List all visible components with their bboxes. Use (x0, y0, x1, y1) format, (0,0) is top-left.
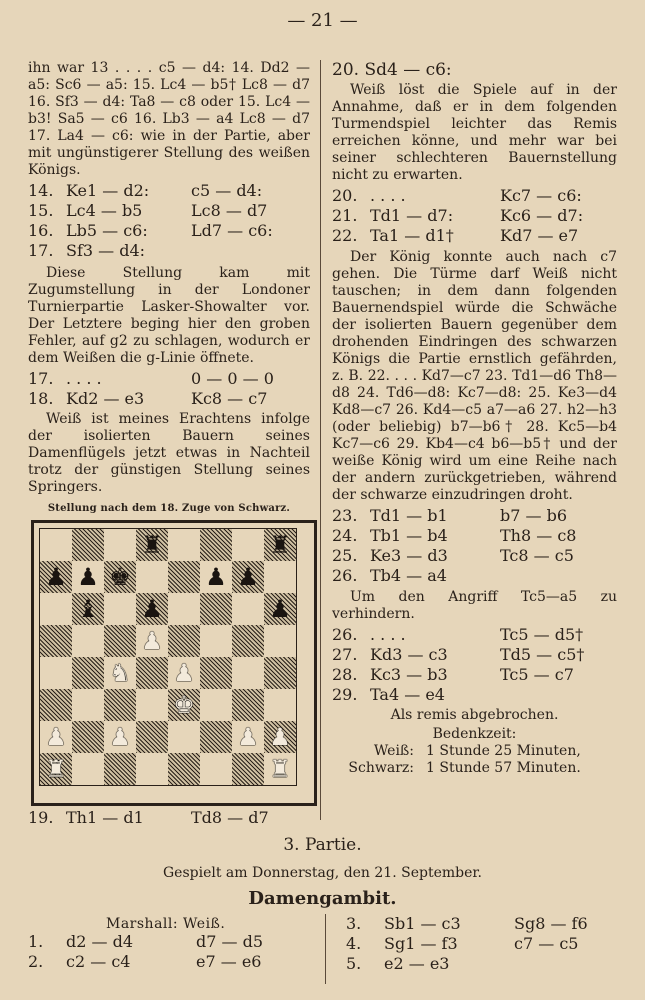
move-row (332, 665, 617, 685)
move-row (28, 952, 318, 972)
black-rook-icon: ♜ (269, 531, 291, 559)
white-pawn-icon: ♟ (237, 723, 259, 751)
move-number: 15. (28, 201, 54, 220)
black-move: e7 — e6 (196, 952, 262, 971)
time-value: 1 Stunde 57 Minuten. (426, 760, 581, 776)
move-number: 25. (332, 546, 358, 565)
black-move: Tc5 — d5† (500, 625, 584, 644)
board-square (72, 561, 104, 593)
move-number: 5. (346, 954, 362, 973)
board-square (72, 753, 104, 785)
black-move: Lc8 — d7 (191, 201, 268, 220)
game-title: 3. Partie. (283, 835, 362, 855)
move-number: 18. (28, 389, 54, 408)
move-row (332, 625, 617, 645)
board-square (72, 689, 104, 721)
bottom-divider (325, 914, 326, 984)
move-heading (332, 60, 617, 80)
board-square (200, 561, 232, 593)
move-number: 17. (28, 369, 54, 388)
board-square (200, 529, 232, 561)
board-square (136, 689, 168, 721)
move-list (332, 186, 617, 246)
black-move: Tc8 — c5 (500, 546, 574, 565)
board-square (264, 689, 296, 721)
white-move: . . . . (370, 625, 406, 644)
white-pawn-icon: ♟ (109, 723, 131, 751)
board-square (264, 753, 296, 785)
white-move: . . . . (66, 369, 102, 388)
move-row (332, 546, 617, 566)
black-move: Sg8 — f6 (514, 914, 588, 933)
players-line: Marshall: Weiß. (106, 916, 226, 932)
board-square (72, 657, 104, 689)
board-square (136, 625, 168, 657)
move-number: 2. (28, 952, 44, 971)
white-pawn-icon: ♟ (141, 627, 163, 655)
board-square (232, 593, 264, 625)
commentary-paragraph: Weiß ist meines Erachtens infolge der isolierten Bauern seines Damenflügels jetzt etwas in Nachteil trotz der günstigen Stellung seines Springers. (28, 411, 310, 495)
white-pawn-icon: ♟ (173, 659, 195, 687)
black-move: Ld7 — c6: (191, 221, 273, 240)
board-square (264, 625, 296, 657)
board-square (168, 689, 200, 721)
black-move: d7 — d5 (196, 932, 264, 951)
black-move (500, 566, 617, 586)
white-king-icon: ♚ (173, 691, 195, 719)
column-divider (320, 60, 321, 820)
page-number: — 21 — (287, 10, 358, 31)
board-square (200, 753, 232, 785)
move-number: 24. (332, 526, 358, 545)
move-row (28, 221, 310, 241)
board-square (232, 561, 264, 593)
move-row (332, 566, 617, 586)
white-move: Sg1 — f3 (384, 934, 458, 953)
white-move: Td1 — b1 (370, 506, 448, 525)
board-square (232, 657, 264, 689)
time-black (332, 760, 617, 777)
time-value: 1 Stunde 25 Minuten, (426, 743, 581, 759)
bottom-left-column (28, 916, 318, 972)
white-move: Kc3 — b3 (370, 665, 448, 684)
opening-title: Damengambit. (248, 888, 397, 909)
move-list (28, 932, 318, 972)
left-column (28, 60, 310, 828)
move-row (28, 369, 310, 389)
board-square (264, 561, 296, 593)
white-move: Sf3 — d4: (66, 241, 146, 260)
white-move: Sb1 — c3 (384, 914, 461, 933)
black-move: c7 — c5 (514, 934, 579, 953)
white-move: Lc4 — b5 (66, 201, 143, 220)
move-number: 22. (332, 226, 358, 245)
black-king-icon: ♚ (109, 563, 131, 591)
board-square (40, 753, 72, 785)
board-square (104, 657, 136, 689)
move-row (28, 181, 310, 201)
board-square (104, 561, 136, 593)
board-square (104, 721, 136, 753)
board-square (72, 721, 104, 753)
white-knight-icon: ♞ (109, 659, 131, 687)
white-move: Tb1 — b4 (370, 526, 448, 545)
board-square (200, 721, 232, 753)
move-row (346, 954, 626, 974)
board-square (104, 529, 136, 561)
move-list (332, 625, 617, 705)
white-move: Ta1 — d1† (370, 226, 454, 245)
game-heading (0, 835, 645, 855)
black-move (514, 954, 626, 974)
board-square (264, 529, 296, 561)
board-square (232, 689, 264, 721)
move-list (332, 506, 617, 586)
move-number: 23. (332, 506, 358, 525)
opening-name (0, 888, 645, 909)
board-square (168, 657, 200, 689)
board-square (40, 721, 72, 753)
move-list (28, 369, 310, 409)
board-square (40, 593, 72, 625)
move-number: 28. (332, 665, 358, 684)
black-move: Th8 — c8 (500, 526, 577, 545)
board-square (40, 625, 72, 657)
black-move: b7 — b6 (500, 506, 568, 525)
commentary-paragraph: Weiß löst die Spiele auf in der Annahme, daß er in dem folgenden Turmendspiel leichter das Remis erreichen könne, und mehr war bei seiner schlechteren Bauernstellung nicht zu erwarten. (332, 82, 617, 183)
game-result: Als remis abgebrochen. (390, 707, 559, 723)
chess-board (39, 528, 297, 786)
board-square (200, 657, 232, 689)
board-square (104, 689, 136, 721)
white-move: Td1 — d7: (370, 206, 454, 225)
board-square (168, 625, 200, 657)
move-number: 1. (28, 932, 44, 951)
time-label: Schwarz: (348, 760, 414, 776)
black-move: Tc5 — c7 (500, 665, 574, 684)
black-bishop-icon: ♝ (77, 595, 99, 623)
move-row (28, 201, 310, 221)
move-list (28, 808, 310, 828)
intro-paragraph: ihn war 13 . . . . c5 — d4: 14. Dd2 — a5: Sc6 — a5: 15. Lc4 — b5† Lc8 — d7 16. Sf3 — d4: Ta8 — c8 oder 15. Lc4 — b3! Sa5 — c6 16. Lb3 — a4 Lc8 — d7 17. La4 — c6: wie in der Partie, aber mit ungünstigerer Stellung des weißen Königs. (28, 60, 310, 178)
board-square (136, 753, 168, 785)
black-pawn-icon: ♟ (45, 563, 67, 591)
move-number: 3. (346, 914, 362, 933)
board-square (40, 529, 72, 561)
white-move: . . . . (370, 186, 406, 205)
white-pawn-icon: ♟ (45, 723, 67, 751)
board-square (104, 593, 136, 625)
board-square (232, 625, 264, 657)
white-move: Ke3 — d3 (370, 546, 448, 565)
black-move: Kc7 — c6: (500, 186, 582, 205)
move-text: 20. Sd4 — c6: (332, 60, 452, 80)
black-pawn-icon: ♟ (269, 595, 291, 623)
move-number: 14. (28, 181, 54, 200)
move-number: 19. (28, 808, 54, 827)
white-move: Lb5 — c6: (66, 221, 148, 240)
board-square (136, 593, 168, 625)
black-move (500, 685, 617, 705)
black-pawn-icon: ♟ (77, 563, 99, 591)
board-square (136, 721, 168, 753)
move-row (28, 241, 310, 261)
white-move: Tb4 — a4 (370, 566, 447, 585)
move-number: 4. (346, 934, 362, 953)
time-white (332, 743, 617, 760)
chess-diagram (31, 520, 317, 806)
commentary-paragraph: Um den Angriff Tc5—a5 zu verhindern. (332, 589, 617, 622)
black-rook-icon: ♜ (141, 531, 163, 559)
board-square (136, 561, 168, 593)
move-list (346, 914, 626, 974)
board-square (264, 593, 296, 625)
white-move: e2 — e3 (384, 954, 450, 973)
board-square (168, 721, 200, 753)
white-rook-icon: ♜ (269, 755, 291, 783)
board-square (232, 529, 264, 561)
board-square (40, 689, 72, 721)
board-square (40, 657, 72, 689)
white-move: d2 — d4 (66, 932, 134, 951)
board-square (72, 625, 104, 657)
game-date (0, 865, 645, 881)
board-square (200, 593, 232, 625)
bottom-right-column (346, 914, 626, 974)
move-row (28, 932, 318, 952)
move-number: 29. (332, 685, 358, 704)
board-square (232, 721, 264, 753)
diagram-caption: Stellung nach dem 18. Zuge von Schwarz. (47, 503, 291, 514)
black-pawn-icon: ♟ (141, 595, 163, 623)
board-square (40, 561, 72, 593)
white-pawn-icon: ♟ (269, 723, 291, 751)
white-move: Kd3 — c3 (370, 645, 448, 664)
board-square (72, 593, 104, 625)
board-square (104, 753, 136, 785)
board-square (264, 657, 296, 689)
black-move: c5 — d4: (191, 181, 263, 200)
move-row (332, 645, 617, 665)
board-square (104, 625, 136, 657)
board-square (264, 721, 296, 753)
white-rook-icon: ♜ (45, 755, 67, 783)
move-row (332, 685, 617, 705)
white-move: Kd2 — e3 (66, 389, 145, 408)
black-move: Kc8 — c7 (191, 389, 268, 408)
move-number: 17. (28, 241, 54, 260)
game-date-text: Gespielt am Donnerstag, den 21. September. (163, 865, 482, 881)
commentary-paragraph: Diese Stellung kam mit Zugumstellung in der Londoner Turnierpartie Lasker-Showalter vor. Der Letztere beging hier den groben Fehler, auf g2 zu schlagen, wodurch er dem Weißen die g-Linie öffnete. (28, 265, 310, 366)
move-number: 27. (332, 645, 358, 664)
black-move: Td5 — c5† (500, 645, 585, 664)
black-move (191, 241, 310, 261)
move-row (346, 914, 626, 934)
white-move: Ta4 — e4 (370, 685, 445, 704)
move-row (346, 934, 626, 954)
board-square (168, 561, 200, 593)
board-square (168, 753, 200, 785)
move-list (28, 181, 310, 261)
board-square (232, 753, 264, 785)
black-pawn-icon: ♟ (205, 563, 227, 591)
black-move: Kc6 — d7: (500, 206, 584, 225)
board-square (136, 529, 168, 561)
move-row (332, 206, 617, 226)
move-number: 26. (332, 566, 358, 585)
move-number: 16. (28, 221, 54, 240)
time-heading: Bedenkzeit: (432, 726, 517, 742)
move-row (28, 808, 310, 828)
white-move: c2 — c4 (66, 952, 131, 971)
time-label: Weiß: (373, 743, 414, 759)
move-number: 26. (332, 625, 358, 644)
board-square (136, 657, 168, 689)
move-row (28, 389, 310, 409)
move-row (332, 526, 617, 546)
move-number: 20. (332, 186, 358, 205)
board-square (168, 593, 200, 625)
move-row (332, 186, 617, 206)
move-row (332, 506, 617, 526)
white-move: Th1 — d1 (66, 808, 144, 827)
move-number: 21. (332, 206, 358, 225)
board-square (72, 529, 104, 561)
move-row (332, 226, 617, 246)
white-move: Ke1 — d2: (66, 181, 150, 200)
board-square (200, 625, 232, 657)
right-column (332, 60, 617, 777)
black-move: Kd7 — e7 (500, 226, 579, 245)
black-move: 0 — 0 — 0 (191, 369, 274, 388)
black-move: Td8 — d7 (191, 808, 269, 827)
black-pawn-icon: ♟ (237, 563, 259, 591)
board-square (200, 689, 232, 721)
commentary-paragraph: Der König konnte auch nach c7 gehen. Die Türme darf Weiß nicht tauschen; in dem dann folgenden Bauernendspiel würde die Schwäche der isolierten Bauern gegenüber dem drohenden Eindringen des schwarzen Königs die Partie ernstlich gefährden, z. B. 22. . . . Kd7—c7 23. Td1—d6 Th8—d8 24. Td6—d8: Kc7—d8: 25. Ke3—d4 Kd8—c7 26. Kd4—c5 a7—a6 27. h2—h3 (oder beliebig) b7—b6† 28. Kc5—b4 Kc7—c6 29. Kb4—c4 b6—b5† und der weiße König wird um eine Reihe nach der andern zurückgetrieben, während der schwarze einzudringen droht. (332, 249, 617, 503)
board-square (168, 529, 200, 561)
